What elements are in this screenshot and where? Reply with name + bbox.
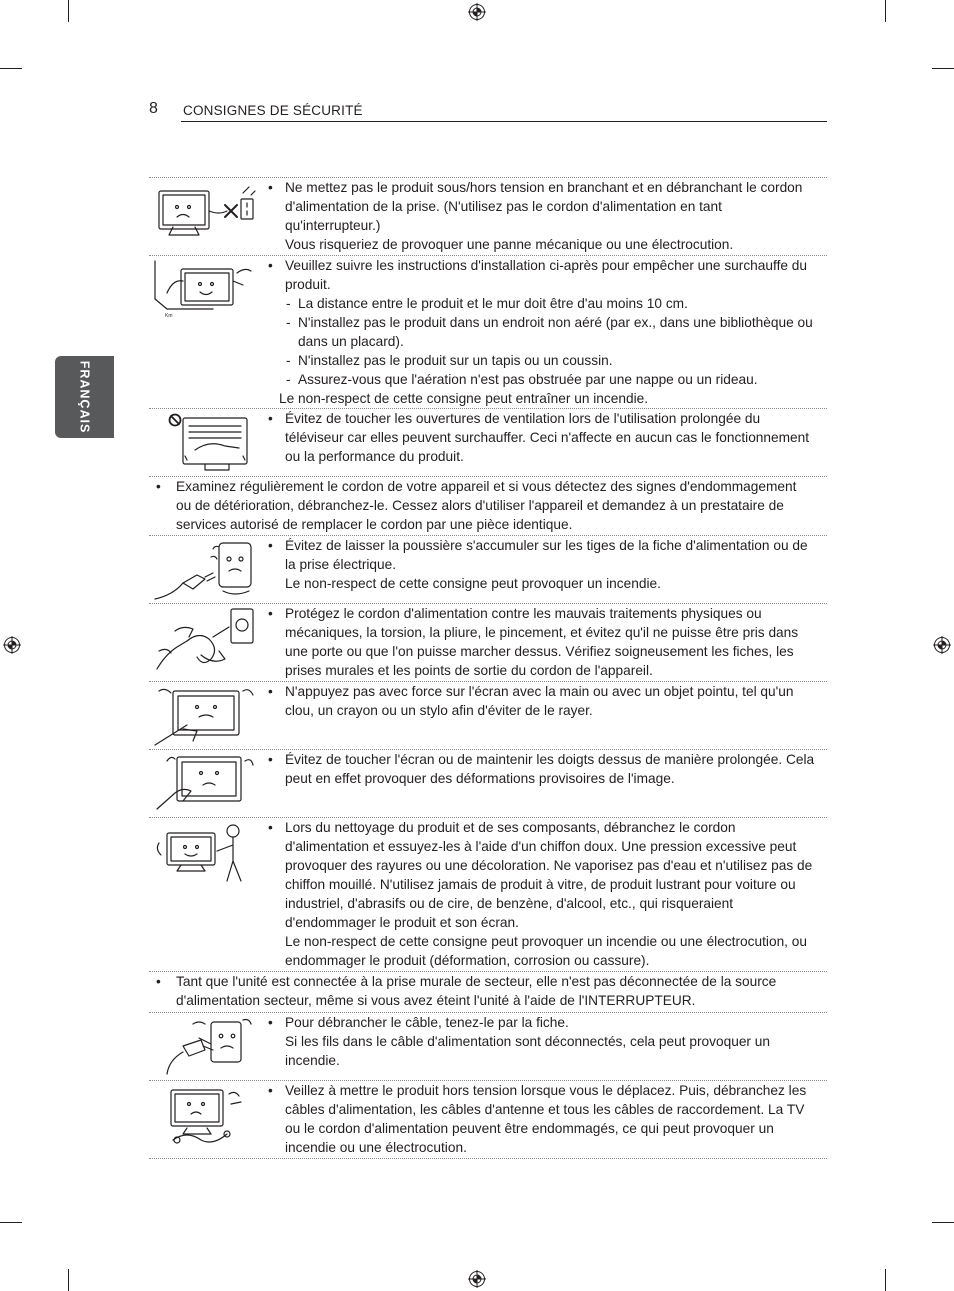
tv-vent-touch-illustration [153, 412, 257, 474]
crop-mark-bottom-right-h [932, 1222, 954, 1223]
dusty-plug-illustration [153, 539, 257, 601]
crop-mark-bottom-left-v [68, 1269, 69, 1291]
registration-mark-icon [468, 1270, 486, 1288]
safety-item: • Évitez de toucher les ouvertures de ventilation lors de l'utilisation prolongée du téléviseur car elles peuvent surchauffer. Ceci n'affecte en aucun cas le fonctionnement ou la performance du produit. [149, 409, 827, 477]
registration-mark-icon [3, 636, 21, 654]
safety-item: • Pour débrancher le câble, tenez-le par la fiche. Si les fils dans le câble d'alimentation sont déconnectés, cela peut provoquer un incendie. [149, 1013, 827, 1081]
safety-item: • Évitez de laisser la poussière s'accumuler sur les tiges de la fiche d'alimentation ou de la prise électrique. Le non-respect de cette consigne peut provoquer un incendie. [149, 536, 827, 604]
safety-item: Km • Veuillez suivre les instructions d'installation ci-après pour empêcher une surchauffe du produit. - La distance entre le produit et le mur doit être d'au moins 10 cm. - N'installez pas le produit dans un endroit non aéré (par ex., dans une bibliothèque ou dans un placard). - N'installez pas le produit sur un tapis ou un coussin. - Assurez-vous que l'aération n'est pas obstruée par une nappe ou un rideau. Le non-respect de cette consigne peut entraîner un incendie. [149, 256, 827, 409]
safety-item: • Protégez le cordon d'alimentation contre les mauvais traitements physiques ou mécaniques, la torsion, la pliure, le pincement, et évitez qu'il ne puisse être pris dans une porte ou que l'on puisse marcher dessus. Vérifiez soigneusement les fiches, les prises murales et les points de sortie du cordon de l'appareil. [149, 604, 827, 682]
page-number: 8 [149, 100, 158, 117]
registration-mark-icon [468, 3, 486, 21]
crop-mark-top-right-v [885, 0, 886, 22]
header-rule [181, 121, 827, 122]
twisted-cord-illustration [153, 607, 257, 677]
unplug-by-plug-illustration [153, 1016, 257, 1078]
tv-wall-distance-illustration [153, 259, 257, 325]
section-title: CONSIGNES DE SÉCURITÉ [183, 103, 363, 118]
tv-moving-cables-illustration [153, 1084, 257, 1146]
language-tab-label: FRANÇAIS [77, 360, 92, 434]
registration-mark-icon [933, 636, 951, 654]
crop-mark-top-left-v [68, 0, 69, 22]
screen-touching-illustration [153, 753, 257, 815]
safety-instructions [149, 177, 827, 1159]
safety-item: • Veillez à mettre le produit hors tension lorsque vous le déplacez. Puis, débranchez les câbles d'alimentation, les câbles d'antenne et tous les câbles de raccordement. La TV ou le cordon d'alimentation peuvent être endommagés, ce qui peut provoquer un incendie ou une électrocution. [149, 1081, 827, 1159]
illustration-label: Km [165, 313, 173, 319]
safety-item: • Examinez régulièrement le cordon de votre appareil et si vous détectez des signes d'endommagement ou de détérioration, débranchez-le. Cessez alors d'utiliser l'appareil et demandez à un prestataire de services autorisé de remplacer le cordon par une pièce identique. [149, 477, 827, 536]
crop-mark-bottom-right-v [885, 1269, 886, 1291]
safety-item: • Ne mettez pas le produit sous/hors tension en branchant et en débranchant le cordon d'alimentation de la prise. (N'utilisez pas le cordon d'alimentation en tant qu'interrupteur.) Vous risqueriez de provoquer une panne mécanique ou une électrocution. [149, 178, 827, 256]
safety-item: • Tant que l'unité est connectée à la prise murale de secteur, elle n'est pas déconnectée de la source d'alimentation secteur, même si vous avez éteint l'unité à l'aide de l'INTERRUPTEUR. [149, 972, 827, 1013]
tv-cleaning-illustration [153, 821, 257, 883]
tv-unplugging-illustration [153, 181, 257, 243]
safety-item: • Lors du nettoyage du produit et de ses composants, débranchez le cordon d'alimentation et essuyez-les à l'aide d'un chiffon doux. Une pression excessive peut provoquer des rayures ou une décoloration. Ne vaporisez pas d'eau et n'utilisez pas de chiffon mouillé. N'utilisez jamais de produit à vitre, de produit lustrant pour voiture ou industriel, d'abrasifs ou de cire, de benzène, d'alcool, etc., qui risqueraient d'endommager le produit et son écran. Le non-respect de cette consigne peut provoquer un incendie ou une électrocution, ou endommager le produit (déformation, corrosion ou cassure). [149, 818, 827, 972]
crop-mark-bottom-left-h [0, 1222, 22, 1223]
crop-mark-top-right-h [932, 68, 954, 69]
safety-item: • Évitez de toucher l'écran ou de maintenir les doigts dessus de manière prolongée. Cela peut en effet provoquer des déformations provisoires de l'image. [149, 750, 827, 818]
crop-mark-top-left-h [0, 68, 22, 69]
safety-item: • N'appuyez pas avec force sur l'écran avec la main ou avec un objet pointu, tel qu'un clou, un crayon ou un stylo afin d'éviter de le rayer. [149, 682, 827, 750]
screen-pressing-illustration [153, 685, 257, 747]
